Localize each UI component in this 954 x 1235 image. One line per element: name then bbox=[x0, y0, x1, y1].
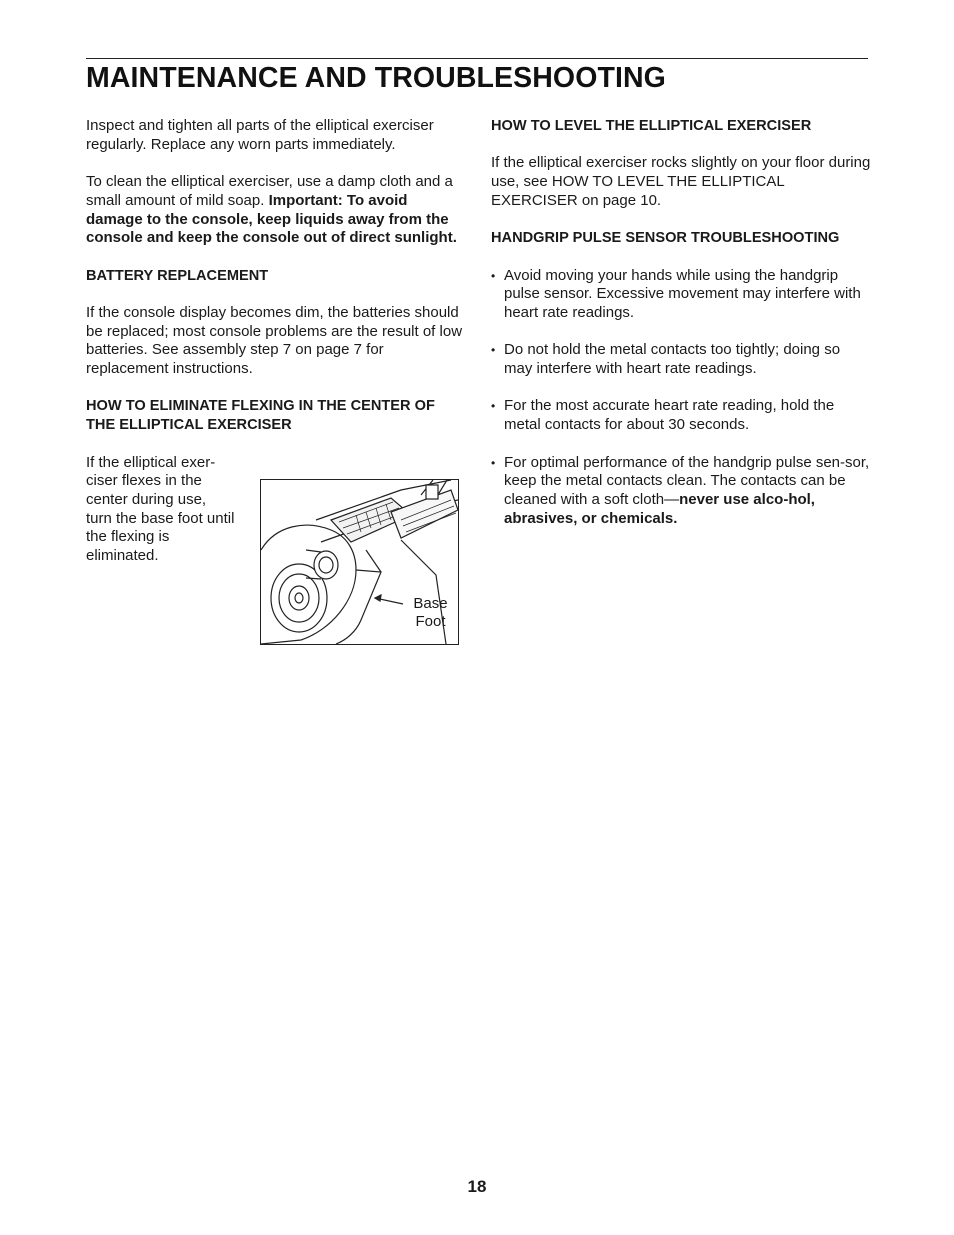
right-column bbox=[491, 117, 871, 547]
battery-paragraph: If the console display becomes dim, the batteries should be replaced; most console problems are the result of low batteries. See assembly step 7 on page 7 for replacement instructions. bbox=[86, 303, 463, 378]
header-rule bbox=[86, 58, 868, 59]
bullet-icon: • bbox=[491, 455, 496, 470]
battery-heading: BATTERY REPLACEMENT bbox=[86, 267, 269, 284]
page-title: MAINTENANCE AND TROUBLESHOOTING bbox=[86, 62, 666, 94]
flexing-paragraph: If the elliptical exer-ciser flexes in the center during use, turn the base foot until the flexing is eliminated. bbox=[86, 453, 235, 565]
base-foot-label: Base Foot bbox=[413, 595, 448, 630]
pulse-tip-2 bbox=[491, 341, 871, 378]
bullet-icon: • bbox=[491, 399, 496, 414]
important-warning: Important: To avoid damage to the console, keep liquids away from the console and keep the console out of direct sunlight. bbox=[86, 191, 457, 247]
flexing-heading: HOW TO ELIMINATE FLEXING IN THE CENTER OF THE ELLIPTICAL EXERCISER bbox=[86, 398, 435, 434]
pulse-tip-4 bbox=[491, 454, 871, 529]
cleaning-paragraph bbox=[86, 173, 466, 248]
pulse-tip-4-warning: never use alco-hol, abrasives, or chemicals. bbox=[504, 490, 815, 527]
inspect-paragraph: Inspect and tighten all parts of the elliptical exerciser regularly. Replace any worn parts immediately. bbox=[86, 117, 434, 153]
pulse-tip-4-text: For optimal performance of the handgrip pulse sen-sor, keep the metal contacts clean. The contacts can be cleaned with a soft cloth— bbox=[504, 453, 870, 508]
level-paragraph: If the elliptical exerciser rocks slightly on your floor during use, see HOW TO LEVEL THE ELLIPTICAL EXERCISER on page 10. bbox=[491, 154, 871, 209]
level-heading: HOW TO LEVEL THE ELLIPTICAL EXERCISER bbox=[491, 118, 812, 134]
pulse-tip-2-text: Do not hold the metal contacts too tightly; doing so may interfere with heart rate readings. bbox=[504, 341, 841, 378]
pulse-tip-3-text: For the most accurate heart rate reading, hold the metal contacts for about 30 seconds. bbox=[504, 397, 835, 434]
base-foot-illustration bbox=[260, 479, 459, 645]
cleaning-text: To clean the elliptical exerciser, use a damp cloth and a small amount of mild soap. bbox=[86, 173, 453, 209]
bullet-icon: • bbox=[491, 268, 496, 283]
pulse-tip-1-text: Avoid moving your hands while using the handgrip pulse sensor. Excessive movement may interfere with heart rate readings. bbox=[504, 266, 861, 321]
pulse-tip-1 bbox=[491, 267, 871, 323]
pulse-heading: HANDGRIP PULSE SENSOR TROUBLESHOOTING bbox=[491, 230, 840, 247]
page-number: 18 bbox=[467, 1177, 487, 1196]
bullet-icon: • bbox=[491, 343, 496, 358]
pulse-tip-3 bbox=[491, 397, 871, 434]
